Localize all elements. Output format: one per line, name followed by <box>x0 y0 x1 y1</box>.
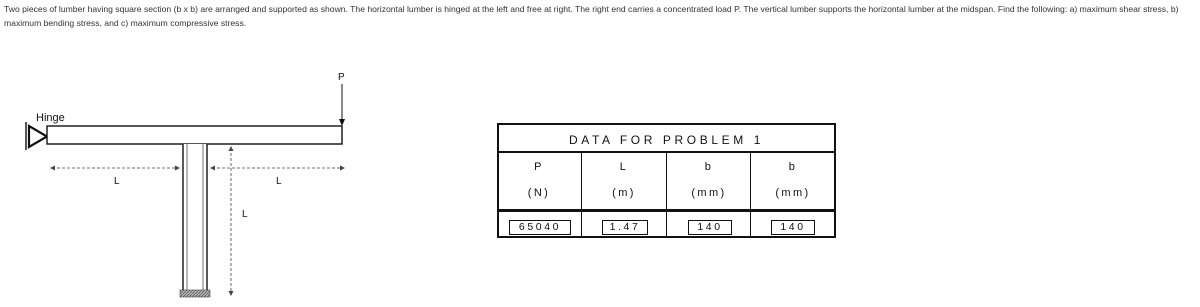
table-unit-cell: (mm) <box>775 187 811 199</box>
load-arrow <box>339 84 345 126</box>
table-value-cell: 140 <box>771 220 815 235</box>
table-header-cell: b <box>788 161 798 173</box>
table-unit-cell: (mm) <box>691 187 727 199</box>
column-height-label: L <box>242 209 248 220</box>
table-value-cell: 1.47 <box>602 220 648 235</box>
table-header-cell: P <box>534 161 544 173</box>
hinge-label: Hinge <box>36 112 65 124</box>
problem-statement: Two pieces of lumber having square section (b x b) are arranged and supported as shown. The horizontal lumber is hinged at the left and free at right. The right end carries a concentrated load P. The vertical lumber supports the horizontal lumber at the midspan. Find the following: a) maximum shear stress, b) maximum bending stress, and c) maximum compressive stress. <box>4 4 1179 28</box>
right-span-dimension <box>210 166 345 171</box>
table-header-cell: L <box>619 161 629 173</box>
table-value-cell: 140 <box>688 220 732 235</box>
fixed-base <box>180 290 210 297</box>
table-header-cell: b <box>704 161 714 173</box>
horizontal-beam <box>47 126 342 144</box>
load-label: P <box>338 72 345 83</box>
table-title: DATA FOR PROBLEM 1 <box>568 133 765 147</box>
vertical-column <box>183 144 207 290</box>
table-unit-cell: (N) <box>527 187 551 199</box>
left-span-dimension <box>50 166 180 171</box>
data-table <box>497 123 836 240</box>
table-unit-cell: (m) <box>612 187 636 199</box>
right-span-label: L <box>276 176 282 187</box>
left-span-label: L <box>114 176 120 187</box>
table-value-cell: 65040 <box>509 220 571 235</box>
column-height-dimension <box>229 146 234 296</box>
hinge-support <box>26 122 47 150</box>
